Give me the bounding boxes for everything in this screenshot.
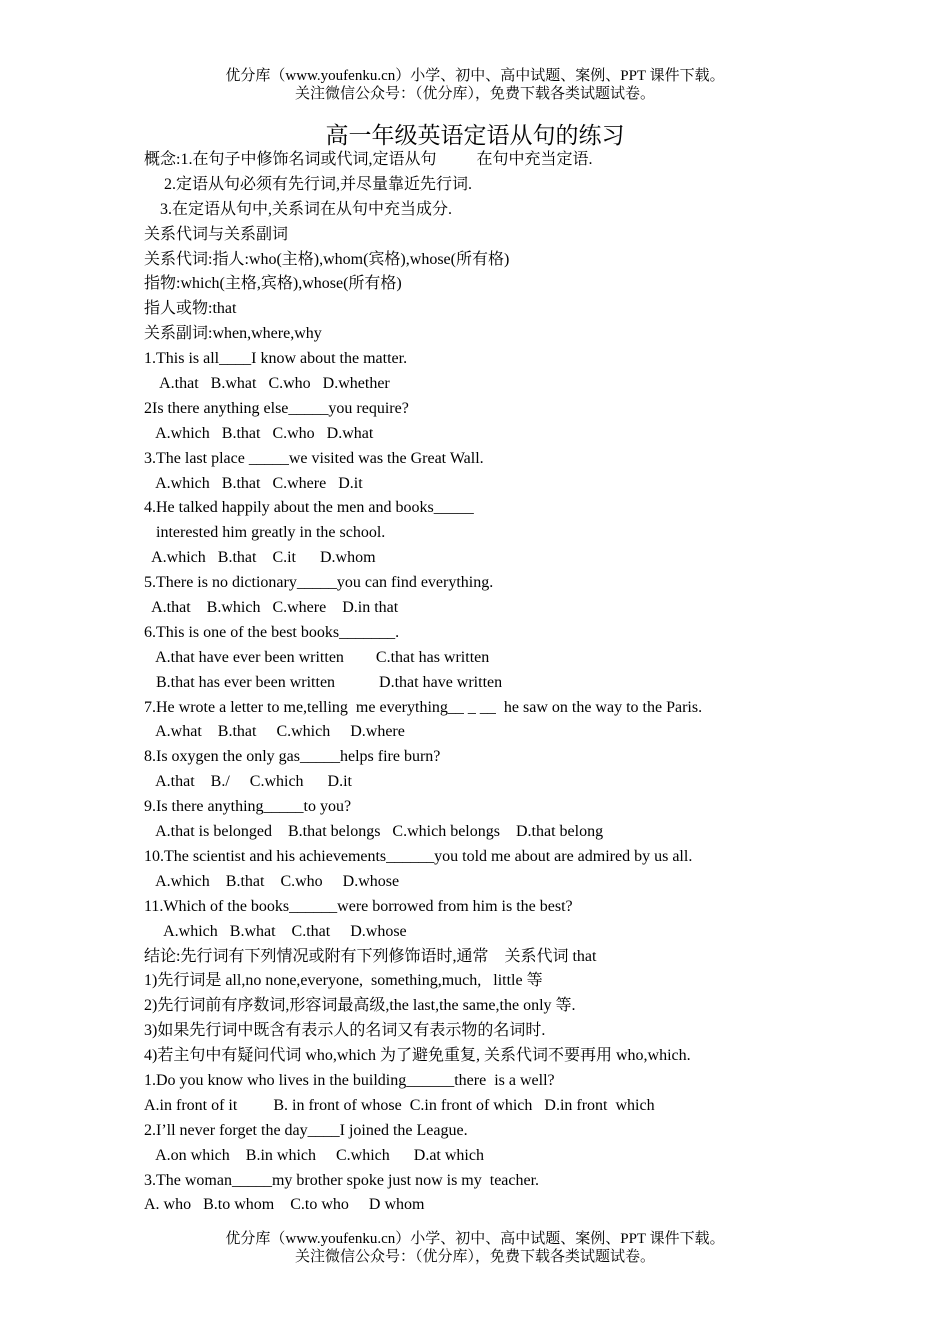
- text-line: A.which B.that C.where D.it: [144, 474, 363, 492]
- text-line: A. who B.to whom C.to who D whom: [144, 1196, 425, 1214]
- text-line: A.that B./ C.which D.it: [144, 773, 352, 791]
- text-line: 1)先行词是 all,no none,everyone, something,much, little 等: [144, 972, 543, 990]
- text-line: A.that is belonged B.that belongs C.which belongs D.that belong: [144, 823, 604, 841]
- text-line: A.which B.that C.it D.whom: [144, 549, 376, 567]
- text-line: 5.There is no dictionary_____you can find everything.: [144, 574, 494, 592]
- text-line: A.on which B.in which C.which D.at which: [144, 1146, 484, 1164]
- text-line: 关系代词:指人:who(主格),whom(宾格),whose(所有格): [144, 250, 510, 268]
- text-line: A.which B.that C.who D.whose: [144, 872, 400, 890]
- text-line: interested him greatly in the school.: [144, 524, 386, 542]
- document-body: [144, 148, 844, 1218]
- text-line: 概念:1.在句子中修饰名词或代词,定语从句 在句中充当定语.: [144, 151, 593, 168]
- text-line: 11.Which of the books______were borrowed from him is the best?: [144, 897, 573, 915]
- text-line: 4)若主句中有疑问代词 who,which 为了避免重复, 关系代词不要再用 who,which.: [144, 1047, 691, 1065]
- document-title: 高一年级英语定语从句的练习: [325, 123, 625, 148]
- text-line: 3)如果先行词中既含有表示人的名词又有表示物的名词时.: [144, 1022, 546, 1040]
- text-line: 1.This is all____I know about the matter.: [144, 350, 408, 368]
- text-line: 2.I’ll never forget the day____I joined the League.: [144, 1121, 468, 1139]
- text-line: 2)先行词前有序数词,形容词最高级,the last,the same,the only 等.: [144, 997, 576, 1015]
- header-line-2: 关注微信公众号：（优分库），免费下载各类试题试卷。: [294, 86, 655, 102]
- footer-line-2: 关注微信公众号：（优分库），免费下载各类试题试卷。: [294, 1249, 655, 1265]
- text-line: 9.Is there anything_____to you?: [144, 798, 352, 816]
- text-line: 7.He wrote a letter to me,telling me everything__ _ __ he saw on the way to the Paris.: [144, 698, 703, 716]
- text-line: A.that B.which C.where D.in that: [144, 599, 399, 617]
- text-line: A.that have ever been written C.that has written: [144, 648, 490, 666]
- text-line: 关系副词:when,where,why: [144, 325, 322, 343]
- text-line: 10.The scientist and his achievements______you told me about are admired by us all.: [144, 847, 693, 865]
- text-line: 结论:先行词有下列情况或附有下列修饰语时,通常 关系代词 that: [144, 947, 597, 965]
- text-line: 指物:which(主格,宾格),whose(所有格): [144, 275, 402, 293]
- text-line: 4.He talked happily about the men and books_____: [144, 499, 474, 517]
- text-line: 2Is there anything else_____you require?: [144, 399, 409, 417]
- text-line: A.in front of it B. in front of whose C.in front of which D.in front which: [144, 1096, 655, 1114]
- text-line: A.which B.that C.who D.what: [144, 424, 374, 442]
- text-line: 3.在定语从句中,关系词在从句中充当成分.: [144, 200, 453, 218]
- text-line: 指人或物:that: [144, 300, 237, 318]
- text-line: A.that B.what C.who D.whether: [144, 375, 390, 393]
- text-line: A.what B.that C.which D.where: [144, 723, 405, 741]
- text-line: 关系代词与关系副词: [144, 225, 289, 243]
- text-line: 2.定语从句必须有先行词,并尽量靠近先行词.: [144, 175, 473, 193]
- footer-line-1: 优分库（www.youfenku.cn）小学、初中、高中试题、案例、PPT 课件下载。: [225, 1231, 725, 1247]
- text-line: 1.Do you know who lives in the building______there is a well?: [144, 1071, 555, 1089]
- page-header: [0, 67, 950, 103]
- page-footer: [0, 1230, 950, 1266]
- text-line: 6.This is one of the best books_______.: [144, 623, 400, 641]
- text-line: 3.The woman_____my brother spoke just now is my teacher.: [144, 1171, 540, 1189]
- text-line: 3.The last place _____we visited was the Great Wall.: [144, 449, 484, 467]
- text-line: 8.Is oxygen the only gas_____helps fire burn?: [144, 748, 441, 766]
- text-line: B.that has ever been written D.that have written: [144, 673, 503, 691]
- header-line-1: 优分库（www.youfenku.cn）小学、初中、高中试题、案例、PPT 课件下载。: [225, 68, 725, 84]
- text-line: A.which B.what C.that D.whose: [144, 922, 407, 940]
